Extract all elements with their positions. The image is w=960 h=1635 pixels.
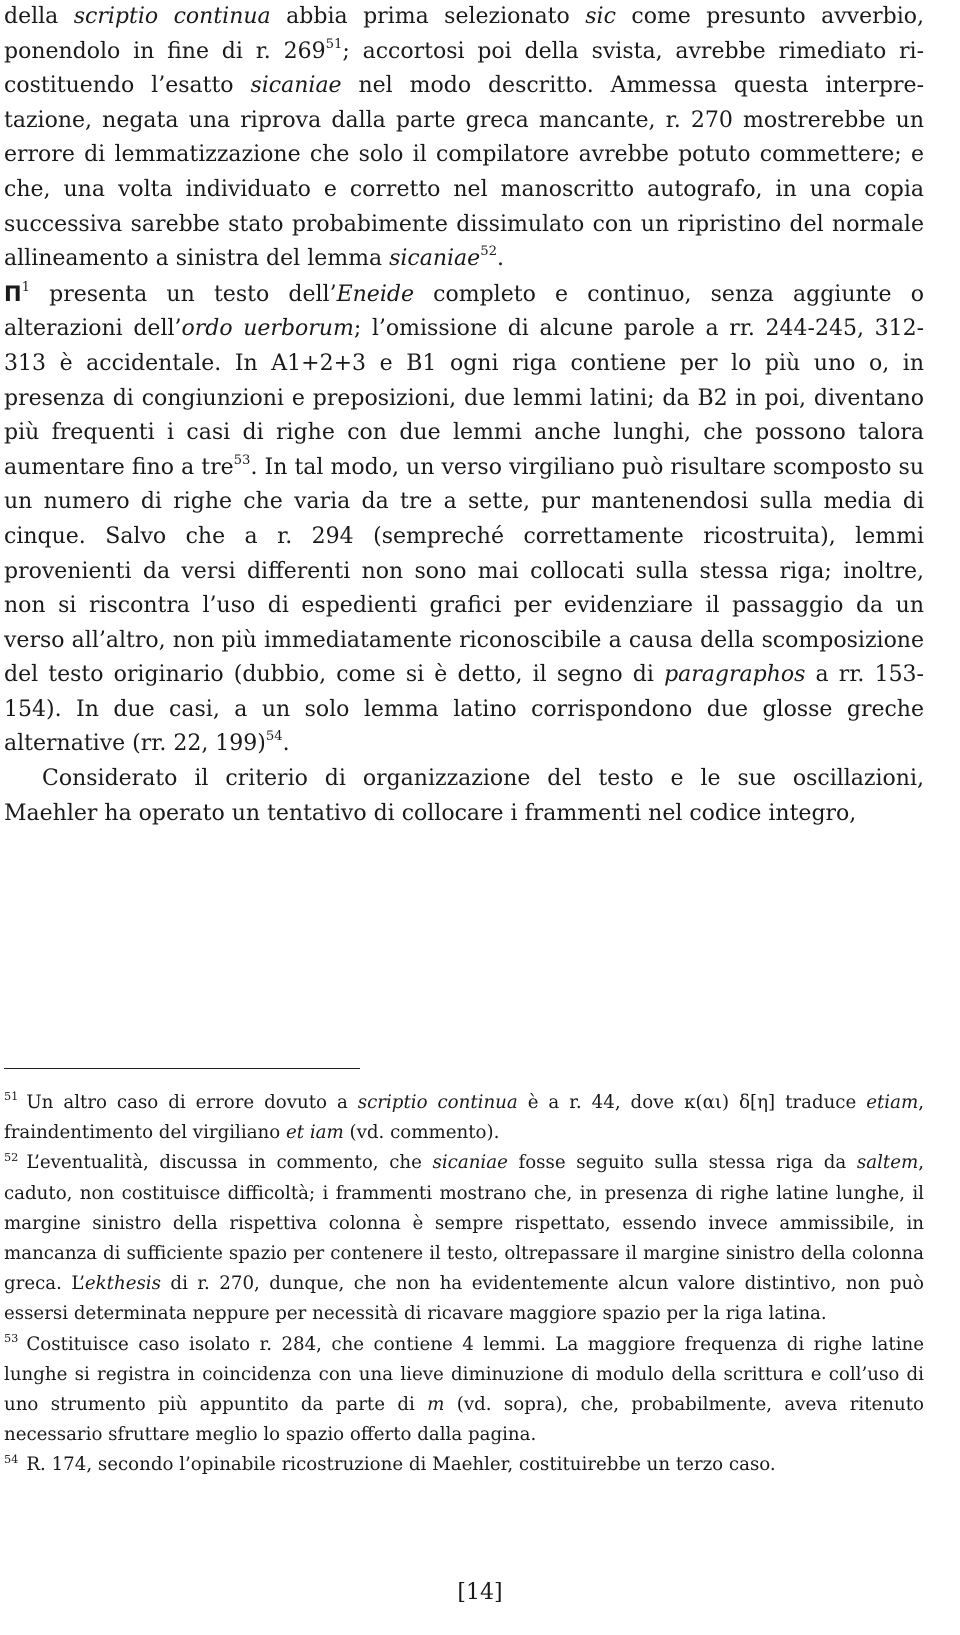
- italic-text: ordo uerborum: [181, 316, 354, 342]
- italic-text: paragraphos: [664, 662, 806, 688]
- italic-text: sicaniae: [432, 1152, 508, 1174]
- footnote-ref: 53: [233, 452, 251, 468]
- footnote-ref: 52: [480, 244, 497, 260]
- footnote-54: [4, 1450, 924, 1480]
- paragraph-2: $\Pi^1$ presenta un testo dell’Eneide completo e continuo, senza aggiunte o alterazioni dell’ordo uerborum; l’omissione di alcune parole a rr. 244-245, 312-313 è accidentale. In A1+2+3 e B1 ogni riga contiene per lo più uno o, in presenza di congiunzioni e preposizioni, due lemmi latini; da B2 in poi, diventano più frequenti i casi di righe con due lemmi anche lunghi, che possono talora aumentare fino a tre$^{53}$. In tal modo, un verso virgiliano può risultare scomposto su un numero di righe che varia da tre a sette, pur mantenendosi sulla media di cinque. Salvo che a r. 294 (sempreché correttamente ricostruita), lemmi provenienti da versi differenti non sono mai collocati sulla stessa riga; inoltre, non si riscontra l’uso di espedienti grafici per evidenziare il passaggio da un verso all’altro, non più immediatamente riconoscibile a causa della scomposizione del testo originario (dubbio, come si è detto, il segno di paragraphos a rr. 153-154). In due casi, a un solo lemma latino corrispondono due glosse greche alternative (rr. 22, 199)$^{54}$.: [4, 279, 924, 757]
- footnote-ref: 1: [21, 279, 30, 295]
- italic-text: sic: [585, 4, 616, 29]
- footnote-text: L’eventualità, discussa in commento, che sicaniae fosse seguito sulla stessa riga da saltem, caduto, non costituisce difficoltà; i frammenti mostrano che, in presenza di righe latine lunghe, il margine sinistro della rispettiva colonna è sempre rispettato, essendo invece ammissibile, in mancanza di sufficiente spazio per contenere il testo, oltrepassare il margine sinistro della colonna greca. L’ekthesis di r. 270, dunque, che non ha evidentemente alcun valore distintivo, non può essersi determinata neppure per necessità di ricavare maggiore spazio per la riga latina.: [4, 1152, 925, 1325]
- footnote-ref: 51: [325, 36, 343, 52]
- footnote-text: Costituisce caso isolato r. 284, che contiene 4 lemmi. La maggiore frequenza di righe latine lunghe si registra in coincidenza con una lieve diminuzione di modulo della scrittura e coll’uso di uno strumento più appuntito da parte di m (vd. sopra), che, probabilmente, aveva ritenuto necessario sfruttare meglio lo spazio offerto dalla pagina.: [4, 1333, 924, 1446]
- footnote-number: 54: [4, 1452, 19, 1466]
- italic-text: saltem: [856, 1152, 919, 1174]
- italic-text: m: [427, 1394, 445, 1416]
- siglum: Π: [4, 281, 22, 306]
- footnote-separator: [4, 1068, 360, 1069]
- italic-text: Eneide: [336, 281, 414, 307]
- footnote-51: [4, 1088, 924, 1148]
- footnote-text: R. 174, secondo l’opinabile ricostruzione di Maehler, costituirebbe un terzo caso.: [26, 1454, 776, 1476]
- italic-text: etiam: [866, 1092, 919, 1113]
- footnotes: [4, 1088, 924, 1481]
- italic-text: sicaniae: [250, 73, 342, 99]
- italic-text: ekthesis: [84, 1273, 161, 1295]
- page-number: [14]: [457, 1580, 503, 1605]
- paragraph-1: della scriptio continua abbia prima selezionato sic come presunto avverbio, ponendolo in fine di r. $269^{51}$; accortosi poi della svista, avrebbe rimediato ricostituendo l’esatto sicaniae nel modo descritto. Ammessa questa interpretazione, negata una riprova dalla parte greca mancante, r. 270 mostrerebbe un errore di lemmatizzazione che solo il compilatore avrebbe potuto commettere; e che, una volta individuato e corretto nel manoscritto autografo, in una copia successiva sarebbe stato probabimente dissimulato con un ripristino del normale allineamento a sinistra del lemma sicaniae$^{52}$.: [4, 4, 925, 272]
- italic-text: scriptio continua: [357, 1092, 518, 1113]
- footnote-number: 51: [4, 1090, 19, 1104]
- footnote-52: [4, 1148, 924, 1329]
- italic-text: sicaniae: [389, 246, 481, 272]
- italic-text: scriptio continua: [73, 4, 271, 29]
- italic-text: et iam: [285, 1122, 344, 1144]
- footnote-number: 53: [4, 1331, 19, 1345]
- paragraph-3: Considerato il criterio di organizzazione del testo e le sue oscillazioni, Maehler ha operato un tentativo di collocare i frammenti nel codice integro,: [4, 766, 924, 826]
- footnote-ref: 54: [265, 729, 283, 745]
- footnote-text: Un altro caso di errore dovuto a scriptio continua è a r. 44, dove κ(αι) δ[η] traduce etiam, fraindentimento del virgiliano et iam (vd. commento).: [4, 1092, 924, 1144]
- footnote-number: 52: [4, 1150, 19, 1164]
- footnote-53: [4, 1330, 924, 1451]
- main-text: [4, 0, 924, 831]
